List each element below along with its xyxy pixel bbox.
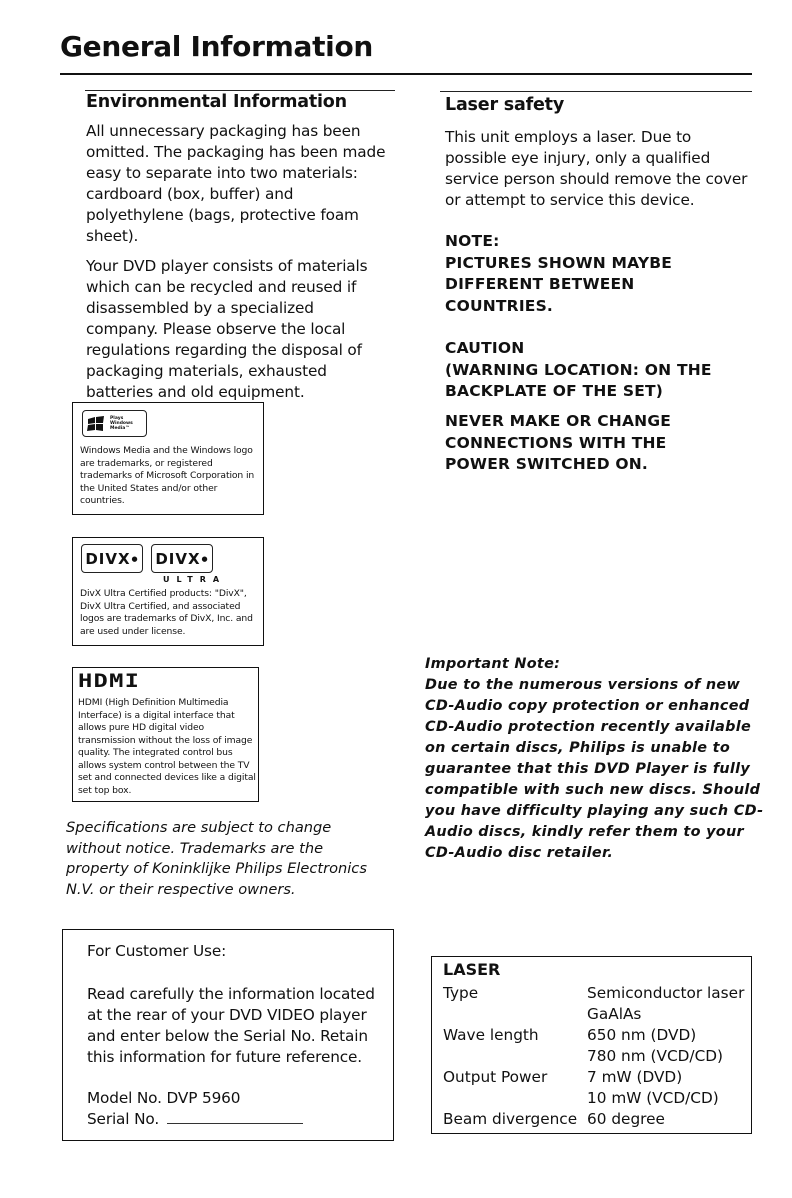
title-divider — [60, 73, 752, 75]
caution-block — [445, 338, 750, 403]
spec-row-wavelength-cont — [443, 1046, 748, 1067]
spec-value: 650 nm (DVD) — [587, 1026, 697, 1044]
windows-flag-icon — [87, 416, 105, 432]
spec-value: 60 degree — [587, 1110, 665, 1128]
serial-number-field[interactable] — [167, 1109, 303, 1124]
divx-ultra-label: ULTRA — [163, 575, 227, 584]
power-warning: NEVER MAKE OR CHANGE CONNECTIONS WITH THE POWER SWITCHED ON. — [445, 412, 672, 473]
spec-row-output-power-cont — [443, 1088, 748, 1109]
laser-safety-divider — [440, 91, 752, 92]
spec-key: Output Power — [443, 1068, 548, 1086]
spec-value: 7 mW (DVD) — [587, 1068, 683, 1086]
caution-text: (WARNING LOCATION: ON THE BACKPLATE OF THE SET) — [445, 360, 712, 400]
specifications-note: Specifications are subject to change without notice. Trademarks are the property of Koninklijke Philips Electronics N.V. or their respective owners. — [66, 819, 367, 898]
spec-key: Beam divergence — [443, 1110, 578, 1128]
note-text: PICTURES SHOWN MAYBE DIFFERENT BETWEEN COUNTRIES. — [445, 253, 673, 315]
windows-media-logo — [82, 410, 147, 437]
customer-use-text: Read carefully the information located at the rear of your DVD VIDEO player and enter below the Serial No. Retain this information for future reference. — [87, 985, 375, 1066]
laser-specs-heading: LASER — [443, 960, 501, 979]
caution-label: CAUTION — [445, 339, 525, 357]
spec-key — [443, 1046, 587, 1067]
laser-safety-heading: Laser safety — [445, 95, 565, 115]
serial-number-row — [87, 1109, 303, 1130]
spec-key: Type — [443, 984, 479, 1002]
windows-media-notice — [72, 402, 264, 515]
spec-value: 10 mW (VCD/CD) — [587, 1089, 719, 1107]
hdmi-notice — [72, 667, 259, 802]
divx-logo: DIVX ● — [81, 544, 143, 573]
laser-specs-table — [443, 983, 748, 1130]
customer-use-heading: For Customer Use: — [87, 942, 227, 960]
note-label: NOTE: — [445, 232, 500, 250]
laser-specs-box — [431, 956, 752, 1134]
spec-value: GaAlAs — [587, 1005, 642, 1023]
serial-number-label: Serial No. — [87, 1110, 160, 1128]
laser-safety-text: This unit employs a laser. Due to possible eye injury, only a qualified service person should remove the cover or attempt to service this device. — [445, 128, 748, 209]
environmental-paragraph-1: All unnecessary packaging has been omitted. The packaging has been made easy to separate into two materials: cardboard (box, buffer) and polyethylene (bags, protective foam sheet). — [86, 122, 386, 245]
spec-value: 780 nm (VCD/CD) — [587, 1047, 723, 1065]
divx-ultra-logo: DIVX ● — [151, 544, 213, 573]
note-block — [445, 231, 745, 317]
spec-row-output-power — [443, 1067, 748, 1088]
model-number: Model No. DVP 5960 — [87, 1089, 241, 1107]
spec-row-type-cont — [443, 1004, 748, 1025]
customer-use-box — [62, 929, 394, 1141]
environmental-divider — [85, 90, 395, 91]
divx-notice — [72, 537, 264, 646]
important-note-text: Due to the numerous versions of new CD-Audio copy protection or enhanced CD-Audio protection recently available on certain discs, Philips is unable to guarantee that this DVD Player is fully compatible with such new discs. Should you have difficulty playing any such CD-Audio discs, kindly refer them to your CD-Audio disc retailer. — [425, 677, 764, 861]
spec-key — [443, 1004, 587, 1025]
environmental-heading: Environmental Information — [86, 92, 347, 112]
page-title: General Information — [60, 30, 374, 63]
spec-key — [443, 1088, 587, 1109]
spec-row-wavelength — [443, 1025, 748, 1046]
important-note-label: Important Note: — [425, 656, 561, 672]
windows-media-notice-text: Windows Media and the Windows logo are trademarks, or registered trademarks of Microsoft Corporation in the United States and/or other countries. — [80, 445, 255, 506]
environmental-body — [86, 121, 386, 412]
hdmi-notice-text: HDMI (High Definition Multimedia Interface) is a digital interface that allows pure HD digital video transmission without the loss of image quality. The integrated control bus allows system control between the TV set and connected devices like a digital set top box. — [78, 697, 256, 796]
divx-notice-text: DivX Ultra Certified products: "DivX", DivX Ultra Certified, and associated logos are trademarks of DivX, Inc. and are used under license. — [80, 588, 253, 637]
environmental-paragraph-2: Your DVD player consists of materials which can be recycled and reused if disassembled by a specialized company. Please observe the local regulations regarding the disposal of packaging materials, exhausted batteries and old equipment. — [86, 257, 368, 401]
windows-media-logo-text: Plays Windows Media™ — [110, 416, 133, 431]
spec-row-beam-divergence — [443, 1109, 748, 1130]
spec-value: Semiconductor laser — [587, 984, 745, 1002]
important-note — [425, 654, 775, 864]
hdmi-logo: HDMI — [78, 670, 141, 692]
spec-key: Wave length — [443, 1026, 539, 1044]
spec-row-type — [443, 983, 748, 1004]
